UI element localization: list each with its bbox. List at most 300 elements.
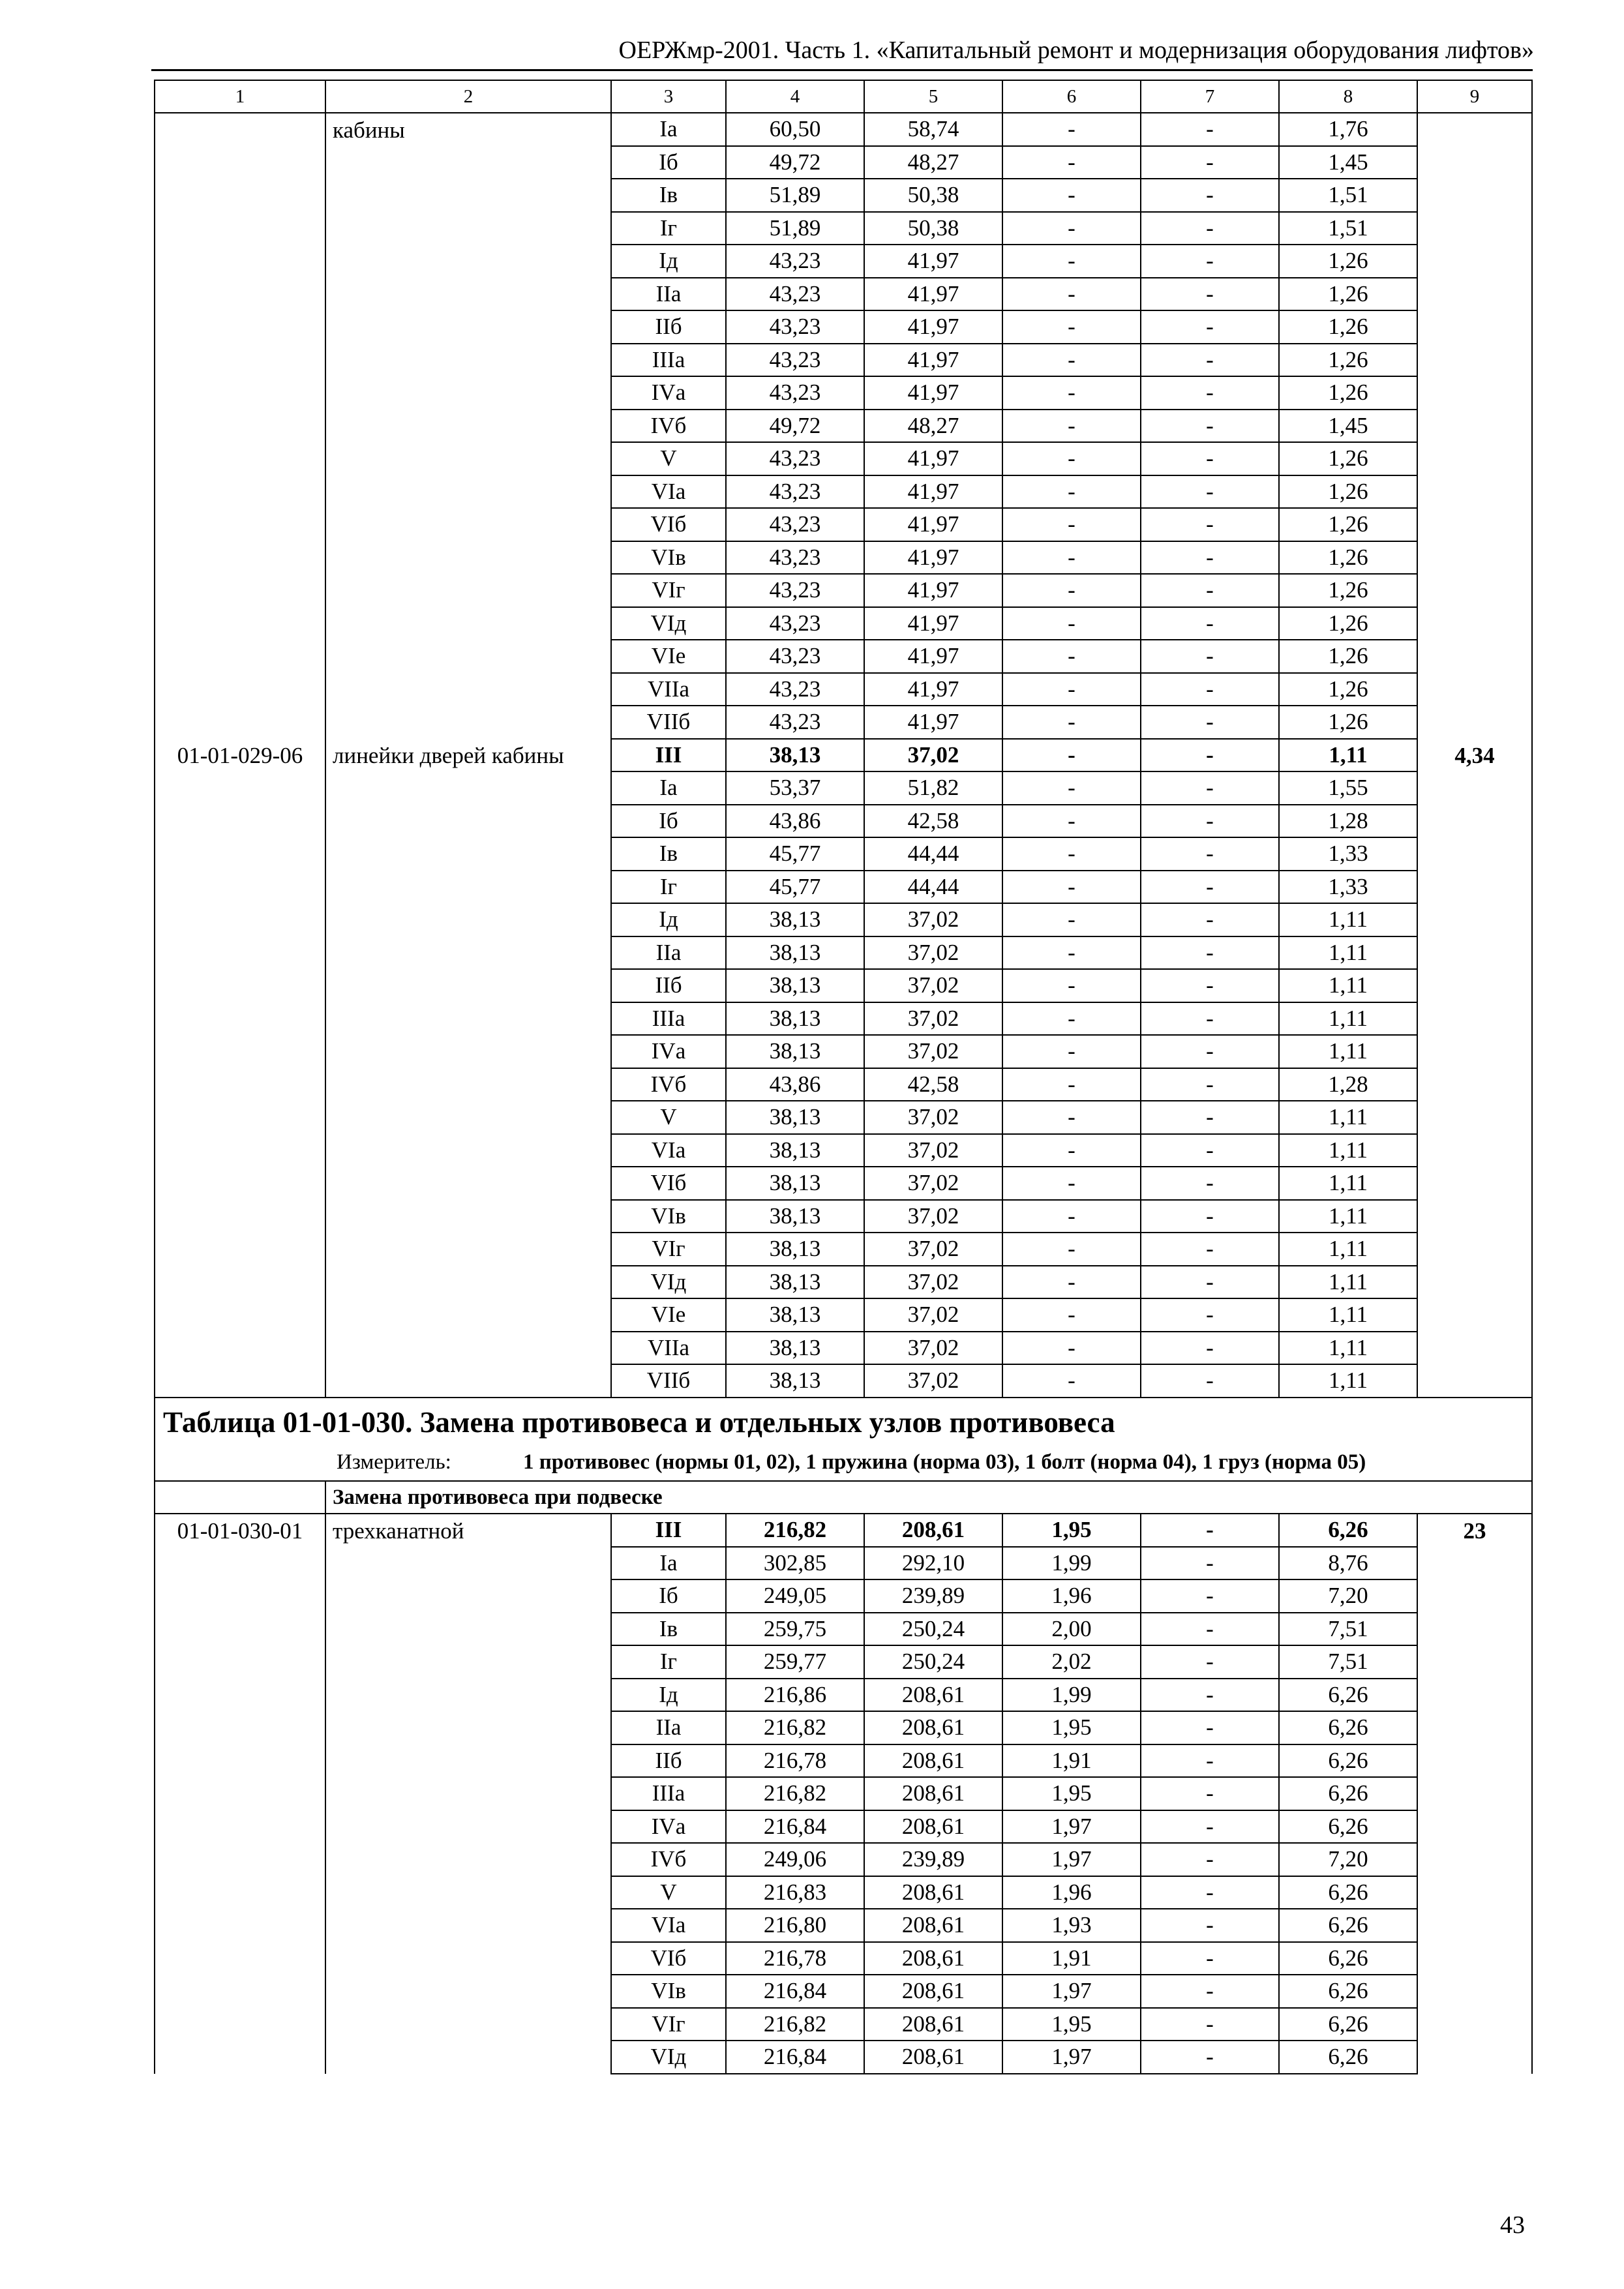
value-cell: 6,26 (1279, 2008, 1417, 2041)
value-cell: 7,51 (1279, 1645, 1417, 1679)
value-cell: - (1141, 1679, 1279, 1712)
value-cell: 42,58 (864, 1068, 1002, 1101)
value-cell: 1,26 (1279, 673, 1417, 706)
value-cell: - (1002, 1068, 1141, 1101)
value-cell: 41,97 (864, 574, 1002, 607)
value-cell: 42,58 (864, 805, 1002, 838)
value-cell: - (1141, 1035, 1279, 1068)
value-cell: 1,91 (1002, 1744, 1141, 1778)
zone-cell: VIIб (611, 1364, 726, 1398)
value-cell: 38,13 (726, 739, 864, 772)
zone-cell: III (611, 1514, 726, 1547)
value-cell: 38,13 (726, 1332, 864, 1365)
value-cell: - (1141, 1233, 1279, 1266)
zone-cell: Iа (611, 1547, 726, 1580)
value-cell: 1,11 (1279, 739, 1417, 772)
value-cell: - (1002, 739, 1141, 772)
value-cell: 208,61 (864, 1975, 1002, 2008)
value-cell: 6,26 (1279, 2041, 1417, 2074)
value-cell: 43,23 (726, 245, 864, 278)
value-cell: 1,99 (1002, 1679, 1141, 1712)
value-cell: 1,11 (1279, 1266, 1417, 1299)
value-cell: - (1141, 212, 1279, 245)
total-cell: 23 (1417, 1514, 1532, 2074)
value-cell: - (1002, 574, 1141, 607)
work-name-cell: трехканатной (325, 1514, 611, 2074)
value-cell: 208,61 (864, 1942, 1002, 1975)
value-cell: 41,97 (864, 442, 1002, 475)
zone-cell: III (611, 739, 726, 772)
zone-cell: VIг (611, 1233, 726, 1266)
value-cell: 37,02 (864, 1364, 1002, 1398)
value-cell: 6,26 (1279, 1514, 1417, 1547)
value-cell: 1,11 (1279, 1002, 1417, 1036)
value-cell: - (1002, 212, 1141, 245)
zone-cell: VIв (611, 1200, 726, 1233)
value-cell: 38,13 (726, 1266, 864, 1299)
value-cell: 1,11 (1279, 903, 1417, 936)
value-cell: - (1002, 475, 1141, 509)
value-cell: 43,23 (726, 376, 864, 410)
value-cell: 1,26 (1279, 310, 1417, 344)
value-cell: 1,26 (1279, 442, 1417, 475)
table-title: Таблица 01-01-030. Замена противовеса и отдельных узлов противовеса (163, 1405, 1115, 1439)
value-cell: 6,26 (1279, 1777, 1417, 1810)
value-cell: 38,13 (726, 903, 864, 936)
norm-code-cell: 01-01-029-06 (155, 739, 325, 1398)
zone-cell: VIIа (611, 1332, 726, 1365)
zone-cell: VIе (611, 640, 726, 673)
value-cell: - (1141, 607, 1279, 640)
column-number: 8 (1279, 80, 1417, 113)
value-cell: 50,38 (864, 179, 1002, 212)
zone-cell: VIа (611, 1909, 726, 1942)
value-cell: 58,74 (864, 113, 1002, 146)
value-cell: 41,97 (864, 673, 1002, 706)
zone-cell: Iд (611, 245, 726, 278)
value-cell: 43,23 (726, 607, 864, 640)
value-cell: 38,13 (726, 1134, 864, 1167)
value-cell: 249,06 (726, 1843, 864, 1876)
subheading-row (155, 1481, 1532, 1514)
zone-cell: Iа (611, 771, 726, 805)
value-cell: 1,26 (1279, 508, 1417, 541)
value-cell: - (1141, 903, 1279, 936)
value-cell: 45,77 (726, 871, 864, 904)
value-cell: - (1141, 1332, 1279, 1365)
value-cell: 7,20 (1279, 1579, 1417, 1613)
zone-cell: VIв (611, 1975, 726, 2008)
value-cell: - (1002, 1364, 1141, 1398)
value-cell: - (1002, 1035, 1141, 1068)
zone-cell: VIб (611, 1942, 726, 1975)
zone-cell: IVа (611, 1810, 726, 1844)
zone-cell: IIа (611, 936, 726, 970)
value-cell: 43,23 (726, 344, 864, 377)
value-cell: 259,75 (726, 1613, 864, 1646)
zone-cell: Iв (611, 837, 726, 871)
zone-cell: Iа (611, 113, 726, 146)
value-cell: 38,13 (726, 1233, 864, 1266)
value-cell: 1,33 (1279, 871, 1417, 904)
value-cell: - (1002, 771, 1141, 805)
zone-cell: VIг (611, 2008, 726, 2041)
value-cell: 38,13 (726, 1200, 864, 1233)
value-cell: - (1002, 245, 1141, 278)
value-cell: 1,26 (1279, 475, 1417, 509)
value-cell: 1,97 (1002, 1810, 1141, 1844)
value-cell: 48,27 (864, 146, 1002, 179)
zone-cell: VIд (611, 2041, 726, 2074)
value-cell: - (1141, 146, 1279, 179)
value-cell: 43,23 (726, 475, 864, 509)
value-cell: - (1141, 673, 1279, 706)
value-cell: 208,61 (864, 1711, 1002, 1744)
value-cell: - (1002, 1101, 1141, 1134)
value-cell: 6,26 (1279, 1679, 1417, 1712)
value-cell: 50,38 (864, 212, 1002, 245)
value-cell: - (1141, 508, 1279, 541)
table-title-cell (155, 1398, 1532, 1482)
value-cell: 53,37 (726, 771, 864, 805)
value-cell: 1,93 (1002, 1909, 1141, 1942)
value-cell: - (1141, 2008, 1279, 2041)
value-cell: - (1141, 475, 1279, 509)
value-cell: 239,89 (864, 1579, 1002, 1613)
table-row (155, 113, 1532, 146)
value-cell: - (1002, 541, 1141, 575)
value-cell: 38,13 (726, 1002, 864, 1036)
value-cell: - (1002, 871, 1141, 904)
value-cell: 216,82 (726, 1777, 864, 1810)
value-cell: 216,82 (726, 1514, 864, 1547)
value-cell: 1,11 (1279, 1364, 1417, 1398)
value-cell: - (1141, 310, 1279, 344)
zone-cell: VIв (611, 541, 726, 575)
zone-cell: Iг (611, 871, 726, 904)
value-cell: - (1141, 574, 1279, 607)
measure-value: 1 противовес (нормы 01, 02), 1 пружина (норма 03), 1 болт (норма 04), 1 груз (норма 05) (523, 1450, 1366, 1474)
value-cell: 38,13 (726, 1298, 864, 1332)
value-cell: 216,78 (726, 1942, 864, 1975)
value-cell: 43,23 (726, 278, 864, 311)
value-cell: - (1141, 376, 1279, 410)
page-header: ОЕРЖмр-2001. Часть 1. «Капитальный ремонт и модернизация оборудования лифтов» (618, 37, 1534, 64)
value-cell: 1,26 (1279, 376, 1417, 410)
value-cell: 43,23 (726, 673, 864, 706)
value-cell: 49,72 (726, 146, 864, 179)
value-cell: - (1002, 146, 1141, 179)
value-cell: - (1002, 410, 1141, 443)
value-cell: - (1002, 969, 1141, 1002)
zone-cell: V (611, 1876, 726, 1909)
table-row (155, 739, 1532, 772)
value-cell: 37,02 (864, 1266, 1002, 1299)
value-cell: 41,97 (864, 245, 1002, 278)
value-cell: 1,99 (1002, 1547, 1141, 1580)
value-cell: 1,95 (1002, 2008, 1141, 2041)
value-cell: - (1141, 1843, 1279, 1876)
zone-cell: Iб (611, 1579, 726, 1613)
norm-code-cell: 01-01-030-01 (155, 1514, 325, 2074)
zone-cell: IIIа (611, 1777, 726, 1810)
value-cell: 45,77 (726, 837, 864, 871)
value-cell: 37,02 (864, 1134, 1002, 1167)
zone-cell: Iв (611, 1613, 726, 1646)
zone-cell: IIб (611, 969, 726, 1002)
value-cell: 44,44 (864, 837, 1002, 871)
value-cell: 43,23 (726, 640, 864, 673)
measure-line (163, 1448, 1531, 1476)
value-cell: 37,02 (864, 936, 1002, 970)
zone-cell: Iд (611, 903, 726, 936)
table-row (155, 1514, 1532, 1547)
value-cell: - (1002, 1233, 1141, 1266)
zone-cell: Iб (611, 805, 726, 838)
zone-cell: IVб (611, 1068, 726, 1101)
value-cell: 1,11 (1279, 1035, 1417, 1068)
value-cell: 1,11 (1279, 1134, 1417, 1167)
value-cell: 37,02 (864, 1298, 1002, 1332)
value-cell: - (1002, 179, 1141, 212)
value-cell: - (1002, 1266, 1141, 1299)
value-cell: 216,82 (726, 2008, 864, 2041)
value-cell: - (1141, 442, 1279, 475)
value-cell: 37,02 (864, 903, 1002, 936)
column-number: 3 (611, 80, 726, 113)
zone-cell: IVб (611, 410, 726, 443)
value-cell: 37,02 (864, 1332, 1002, 1365)
value-cell: 1,26 (1279, 278, 1417, 311)
value-cell: - (1002, 113, 1141, 146)
value-cell: 1,28 (1279, 1068, 1417, 1101)
value-cell: 41,97 (864, 475, 1002, 509)
value-cell: - (1141, 1101, 1279, 1134)
value-cell: 250,24 (864, 1645, 1002, 1679)
value-cell: - (1002, 344, 1141, 377)
value-cell: 38,13 (726, 1101, 864, 1134)
value-cell: - (1141, 771, 1279, 805)
value-cell: - (1002, 673, 1141, 706)
value-cell: 1,97 (1002, 1843, 1141, 1876)
value-cell: - (1141, 739, 1279, 772)
value-cell: - (1141, 1613, 1279, 1646)
value-cell: 208,61 (864, 1810, 1002, 1844)
value-cell: - (1002, 706, 1141, 739)
zone-cell: VIIа (611, 673, 726, 706)
zone-cell: Iг (611, 212, 726, 245)
zone-cell: IVб (611, 1843, 726, 1876)
value-cell: 216,84 (726, 1975, 864, 2008)
value-cell: - (1141, 706, 1279, 739)
value-cell: 216,84 (726, 1810, 864, 1844)
zone-cell: IIIа (611, 344, 726, 377)
value-cell: - (1002, 607, 1141, 640)
value-cell: 1,45 (1279, 146, 1417, 179)
value-cell: 1,96 (1002, 1876, 1141, 1909)
value-cell: 208,61 (864, 1514, 1002, 1547)
value-cell: - (1141, 1167, 1279, 1200)
value-cell: 41,97 (864, 310, 1002, 344)
value-cell: 1,96 (1002, 1579, 1141, 1613)
value-cell: - (1002, 442, 1141, 475)
value-cell: - (1002, 1332, 1141, 1365)
value-cell: 1,91 (1002, 1942, 1141, 1975)
value-cell: - (1141, 1744, 1279, 1778)
value-cell: 1,26 (1279, 245, 1417, 278)
zone-cell: IVа (611, 1035, 726, 1068)
value-cell: 6,26 (1279, 1909, 1417, 1942)
zone-cell: VIг (611, 574, 726, 607)
value-cell: - (1141, 1547, 1279, 1580)
value-cell: - (1141, 410, 1279, 443)
value-cell: 43,86 (726, 805, 864, 838)
value-cell: 1,11 (1279, 1167, 1417, 1200)
zone-cell: VIд (611, 607, 726, 640)
value-cell: 37,02 (864, 1002, 1002, 1036)
value-cell: - (1141, 1298, 1279, 1332)
value-cell: 1,97 (1002, 1975, 1141, 2008)
zone-cell: VIд (611, 1266, 726, 1299)
value-cell: 43,23 (726, 706, 864, 739)
value-cell: - (1141, 278, 1279, 311)
value-cell: 37,02 (864, 1101, 1002, 1134)
value-cell: 38,13 (726, 1364, 864, 1398)
value-cell: 1,51 (1279, 179, 1417, 212)
table-title-row (155, 1398, 1532, 1482)
value-cell: 1,11 (1279, 1298, 1417, 1332)
value-cell: 48,27 (864, 410, 1002, 443)
value-cell: 41,97 (864, 278, 1002, 311)
value-cell: - (1002, 278, 1141, 311)
zone-cell: Iд (611, 1679, 726, 1712)
value-cell: - (1002, 1134, 1141, 1167)
value-cell: 38,13 (726, 969, 864, 1002)
value-cell: - (1002, 1167, 1141, 1200)
value-cell: 37,02 (864, 739, 1002, 772)
zone-cell: IIб (611, 1744, 726, 1778)
value-cell: 37,02 (864, 1035, 1002, 1068)
value-cell: 1,28 (1279, 805, 1417, 838)
value-cell: 6,26 (1279, 1711, 1417, 1744)
value-cell: 41,97 (864, 706, 1002, 739)
value-cell: 250,24 (864, 1613, 1002, 1646)
zone-cell: Iв (611, 179, 726, 212)
value-cell: 1,26 (1279, 541, 1417, 575)
value-cell: - (1141, 179, 1279, 212)
value-cell: 1,11 (1279, 969, 1417, 1002)
value-cell: 208,61 (864, 1679, 1002, 1712)
value-cell: 37,02 (864, 1233, 1002, 1266)
value-cell: 38,13 (726, 936, 864, 970)
value-cell: - (1002, 1002, 1141, 1036)
value-cell: 249,05 (726, 1579, 864, 1613)
column-number: 1 (155, 80, 325, 113)
value-cell: 38,13 (726, 1167, 864, 1200)
value-cell: - (1141, 805, 1279, 838)
value-cell: - (1141, 1514, 1279, 1547)
value-cell: 43,86 (726, 1068, 864, 1101)
value-cell: 208,61 (864, 1744, 1002, 1778)
value-cell: 1,26 (1279, 640, 1417, 673)
value-cell: - (1002, 1298, 1141, 1332)
value-cell: 1,11 (1279, 1233, 1417, 1266)
value-cell: 41,97 (864, 640, 1002, 673)
value-cell: 208,61 (864, 2041, 1002, 2074)
value-cell: 43,23 (726, 541, 864, 575)
work-name-cell: кабины (325, 113, 611, 739)
value-cell: - (1141, 541, 1279, 575)
column-number-row (155, 80, 1532, 113)
value-cell: 208,61 (864, 1876, 1002, 1909)
value-cell: 259,77 (726, 1645, 864, 1679)
zone-cell: IVа (611, 376, 726, 410)
value-cell: 37,02 (864, 1167, 1002, 1200)
value-cell: 6,26 (1279, 1810, 1417, 1844)
value-cell: 208,61 (864, 1777, 1002, 1810)
value-cell: - (1141, 1942, 1279, 1975)
value-cell: 1,11 (1279, 1200, 1417, 1233)
value-cell: 208,61 (864, 1909, 1002, 1942)
value-cell: - (1002, 903, 1141, 936)
value-cell: 1,26 (1279, 607, 1417, 640)
value-cell: - (1002, 1200, 1141, 1233)
norm-code-cell (155, 113, 325, 739)
value-cell: - (1002, 310, 1141, 344)
value-cell: 1,51 (1279, 212, 1417, 245)
value-cell: 60,50 (726, 113, 864, 146)
value-cell: 7,51 (1279, 1613, 1417, 1646)
value-cell: 1,45 (1279, 410, 1417, 443)
value-cell: - (1002, 805, 1141, 838)
value-cell: 216,86 (726, 1679, 864, 1712)
value-cell: 44,44 (864, 871, 1002, 904)
value-cell: 6,26 (1279, 1876, 1417, 1909)
value-cell: - (1141, 969, 1279, 1002)
zone-cell: Iб (611, 146, 726, 179)
value-cell: 1,95 (1002, 1777, 1141, 1810)
value-cell: 216,83 (726, 1876, 864, 1909)
value-cell: 51,89 (726, 179, 864, 212)
value-cell: - (1141, 1200, 1279, 1233)
value-cell: 1,26 (1279, 706, 1417, 739)
subheading: Замена противовеса при подвеске (325, 1481, 1532, 1514)
value-cell: - (1002, 837, 1141, 871)
zone-cell: VIIб (611, 706, 726, 739)
value-cell: - (1002, 508, 1141, 541)
value-cell: - (1141, 1777, 1279, 1810)
value-cell: - (1141, 837, 1279, 871)
value-cell: 1,97 (1002, 2041, 1141, 2074)
value-cell: 41,97 (864, 541, 1002, 575)
column-number: 6 (1002, 80, 1141, 113)
value-cell: 43,23 (726, 310, 864, 344)
value-cell: 208,61 (864, 2008, 1002, 2041)
value-cell: 1,76 (1279, 113, 1417, 146)
value-cell: - (1141, 1068, 1279, 1101)
value-cell: - (1141, 2041, 1279, 2074)
rates-table (154, 80, 1533, 2074)
value-cell: - (1141, 1975, 1279, 2008)
value-cell: - (1141, 936, 1279, 970)
value-cell: 2,02 (1002, 1645, 1141, 1679)
value-cell: 43,23 (726, 574, 864, 607)
measure-label: Измеритель: (337, 1450, 451, 1474)
value-cell: 8,76 (1279, 1547, 1417, 1580)
value-cell: 1,11 (1279, 1101, 1417, 1134)
value-cell: 1,33 (1279, 837, 1417, 871)
value-cell: 216,84 (726, 2041, 864, 2074)
